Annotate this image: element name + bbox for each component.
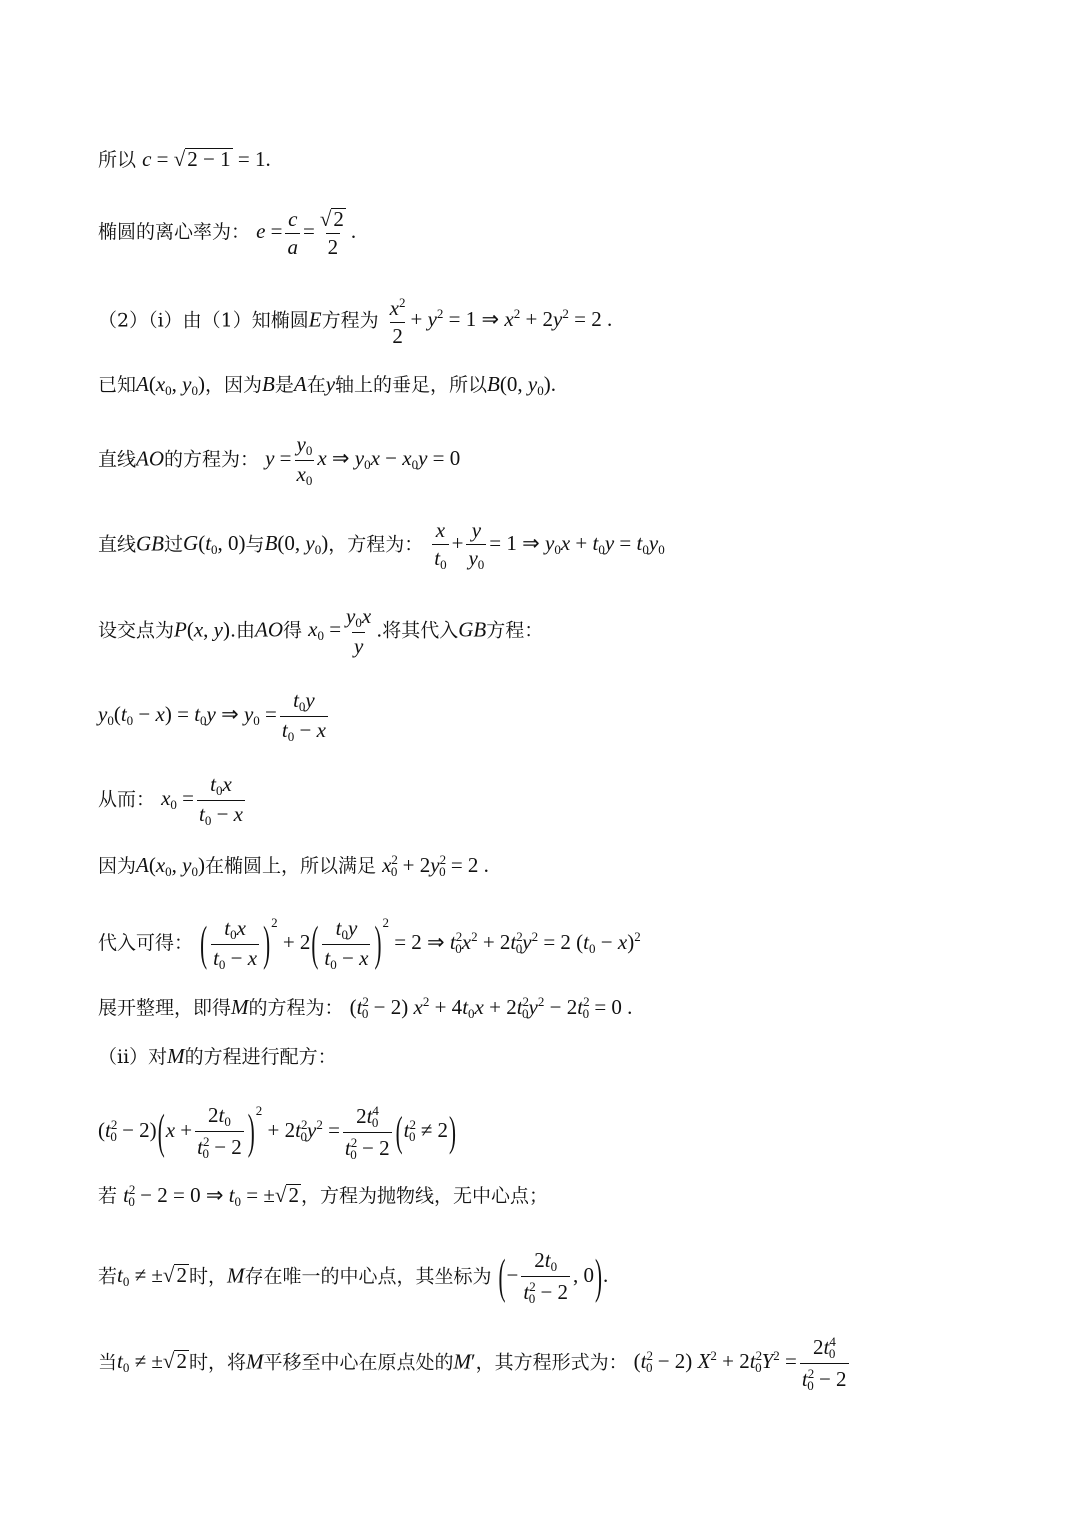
line-ao: 直线AO的方程为： y = $\frac{y0}{x0}$ x ⇒ y0x − x0y = 0 [98,432,461,488]
formula-x0: x0 = $\frac{t0x}{t0 - x}$ [161,772,243,828]
formula-eccentricity: e = $\frac{c}{a}$ = $\frac{√2}{2}$ . [256,206,357,259]
line-parabola-case: 若 $t^20 - 2 = 0$ ⇒ t0 = ±√2 ，方程为抛物线，无中心点； [98,1182,548,1209]
formula-translated: $(t^20 - 2) X^2 + 2t^20Y^2$ = $\frac{2t^40}{t^20 - 2}$ [633,1334,847,1393]
line-y0-expression [98,690,1040,743]
formula-gb: $\frac{x}{t0}$ + $\frac{y}{y0}$ = 1 ⇒ y0x + t0y = t0y0 [434,518,665,572]
formula-ellipse: $\frac{x^2}{2}$ + $y^2 = 1$ ⇒ $x^2 + 2y^2 = 2$ . [389,295,613,348]
line-gb: 直线GB过G(t0, 0)与B(0, y0)，方程为： $\frac{x}{t0}$ + $\frac{y}{y0}$ = 1 ⇒ y0x + t0y = t0y0 [98,518,665,572]
formula-m: $(t^20 - 2) x^2 + 4t0x + 2t^20y^2 - 2t^20 = 0$ . [349,994,633,1021]
line-c-value: 所以 c = √2 − 1 = 1. [98,147,271,171]
line-substitute: 代入可得： ( $\frac{t0x}{t0 - x}$ )$^2$ + 2( $\frac{t0y}{t0 - x}$ )$^2$ = 2 ⇒ $t^20x^2 + 2t^20y^2 = 2$ $(t0 - x)^2$ [98,915,641,972]
line-translate: 当t0 ≠ ±√2 时，将M平移至中心在原点处的M′，其方程形式为： $(t^20 - 2) X^2 + 2t^20Y^2$ = $\frac{2t^40}{t^20 - 2}$ [98,1335,1040,1392]
formula-ao: y = $\frac{y0}{x0}$ x ⇒ y0x − x0y = 0 [265,432,461,488]
line-intersection: 设交点为P(x, y).由AO得 x0 = $\frac{y0x}{y}$ .将其代入GB方程： [98,604,544,658]
line-center-case: 若t0 ≠ ±√2 时，M存在唯一的中心点，其坐标为 (− $\frac{2t0}{t^20 - 2}$ , 0). [98,1248,609,1306]
formula-square-form: $(t^20 - 2)(x$ + $\frac{2t0}{t^20 - 2}$ )$^2 + 2t^20y^2$ = $\frac{2t^40}{t^20 - 2}$ $(t^20 \ne 2)$ [98,1103,456,1162]
formula-center: (− $\frac{2t0}{t^20 - 2}$ , 0). [498,1248,609,1306]
line-ellipse-equation: （2）（i）由（1）知椭圆E方程为 $\frac{x^2}{2}$ + $y^2 = 1$ ⇒ $x^2 + 2y^2 = 2$ . [98,295,613,348]
line-point-a: 已知A(x0, y0)，因为B是A在y轴上的垂足，所以B(0, y0). [98,372,556,398]
line-complete-square: （ii）对M的方程进行配方： [98,1044,337,1068]
line-x0-expression: 从而： x0 = $\frac{t0x}{t0 - x}$ [98,774,1040,827]
formula-substitute: ( $\frac{t0x}{t0 - x}$ )$^2$ + 2( $\frac{t0y}{t0 - x}$ )$^2$ = 2 ⇒ $t^20x^2 + 2t^20y^2 = 2$ $(t0 - x)^2$ [200,915,641,972]
line-m-equation: 展开整理，即得M的方程为： $(t^20 - 2) x^2 + 4t0x + 2t^20y^2 - 2t^20 = 0$ . [98,994,633,1021]
line-on-ellipse: 因为A(x0, y0)在椭圆上，所以满足 $x^20 + 2y^20 = 2$ . [98,852,489,879]
line-eccentricity: 椭圆的离心率为： e = $\frac{c}{a}$ = $\frac{√2}{2}$ . [98,206,357,259]
line-square-form [98,1104,1040,1161]
formula-y0: y0(t0 − x) = t0y ⇒ y0 = $\frac{t0y}{t0 - x}$ [98,688,326,744]
formula-c: c = √2 − 1 = 1. [142,147,271,171]
